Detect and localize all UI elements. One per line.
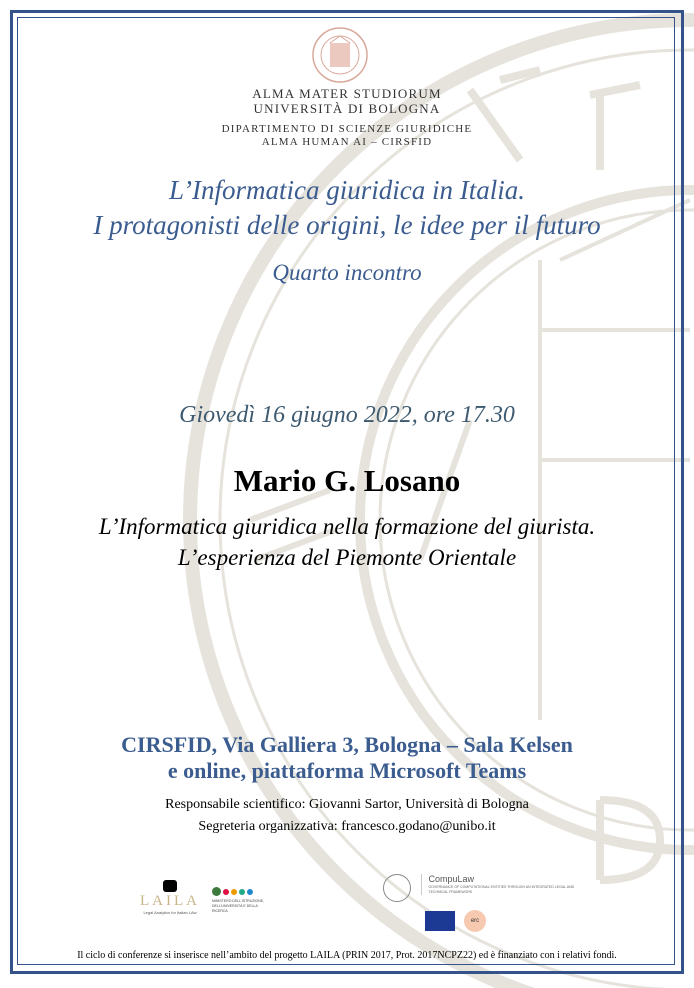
- speaker-name: Mario G. Losano: [233, 463, 461, 498]
- scientific-lead: Responsabile scientifico: Giovanni Sartor, Università di Bologna: [165, 797, 529, 812]
- eu-flag-icon: [425, 911, 455, 931]
- robot-icon: [163, 880, 177, 892]
- compulaw-emblem-icon: [383, 874, 411, 902]
- compulaw-logo: CompuLaw GOVERNANCE OF COMPUTATIONAL ENTITIES THROUGH AN INTEGRATED LEGAL AND TECHNICAL FRAMEWORK: [383, 874, 583, 902]
- ministero-emblem-icon: [212, 887, 272, 896]
- series-title-2: I protagonisti delle origini, le idee per il futuro: [93, 210, 601, 240]
- department-name-2: ALMA HUMAN AI – CIRSFID: [261, 136, 433, 148]
- laila-logo: LAILA Legal Analytics for Italian LAw: [138, 880, 202, 916]
- ministero-logo: MINISTERO DELL'ISTRUZIONE, DELL'UNIVERSITÀ E DELLA RICERCA: [212, 887, 272, 914]
- series-title: L’Informatica giuridica in Italia.: [169, 175, 525, 205]
- series-subtitle: Quarto incontro: [272, 260, 422, 285]
- talk-title: L’Informatica giuridica nella formazione del giurista.: [98, 514, 596, 539]
- location: CIRSFID, Via Galliera 3, Bologna – Sala Kelsen: [121, 732, 573, 757]
- university-name-2: UNIVERSITÀ DI BOLOGNA: [253, 101, 441, 116]
- event-date: Giovedì 16 giugno 2022, ore 17.30: [179, 402, 515, 428]
- erc-logo: erc: [464, 910, 486, 932]
- footer-note: Il ciclo di conferenze si inserisce nell’ambito del progetto LAILA (PRIN 2017, Prot. 2017NCPZ22) ed è finanziato con i relativi fondi.: [77, 950, 617, 961]
- university-seal-logo: [312, 27, 368, 83]
- location-online: e online, piattaforma Microsoft Teams: [167, 758, 527, 783]
- university-name: ALMA MATER STUDIORUM: [252, 86, 442, 101]
- secretariat: Segreteria organizzativa: francesco.godano@unibo.it: [198, 819, 496, 834]
- talk-title-2: L’esperienza del Piemonte Orientale: [177, 545, 517, 570]
- department-name: DIPARTIMENTO DI SCIENZE GIURIDICHE: [221, 123, 473, 135]
